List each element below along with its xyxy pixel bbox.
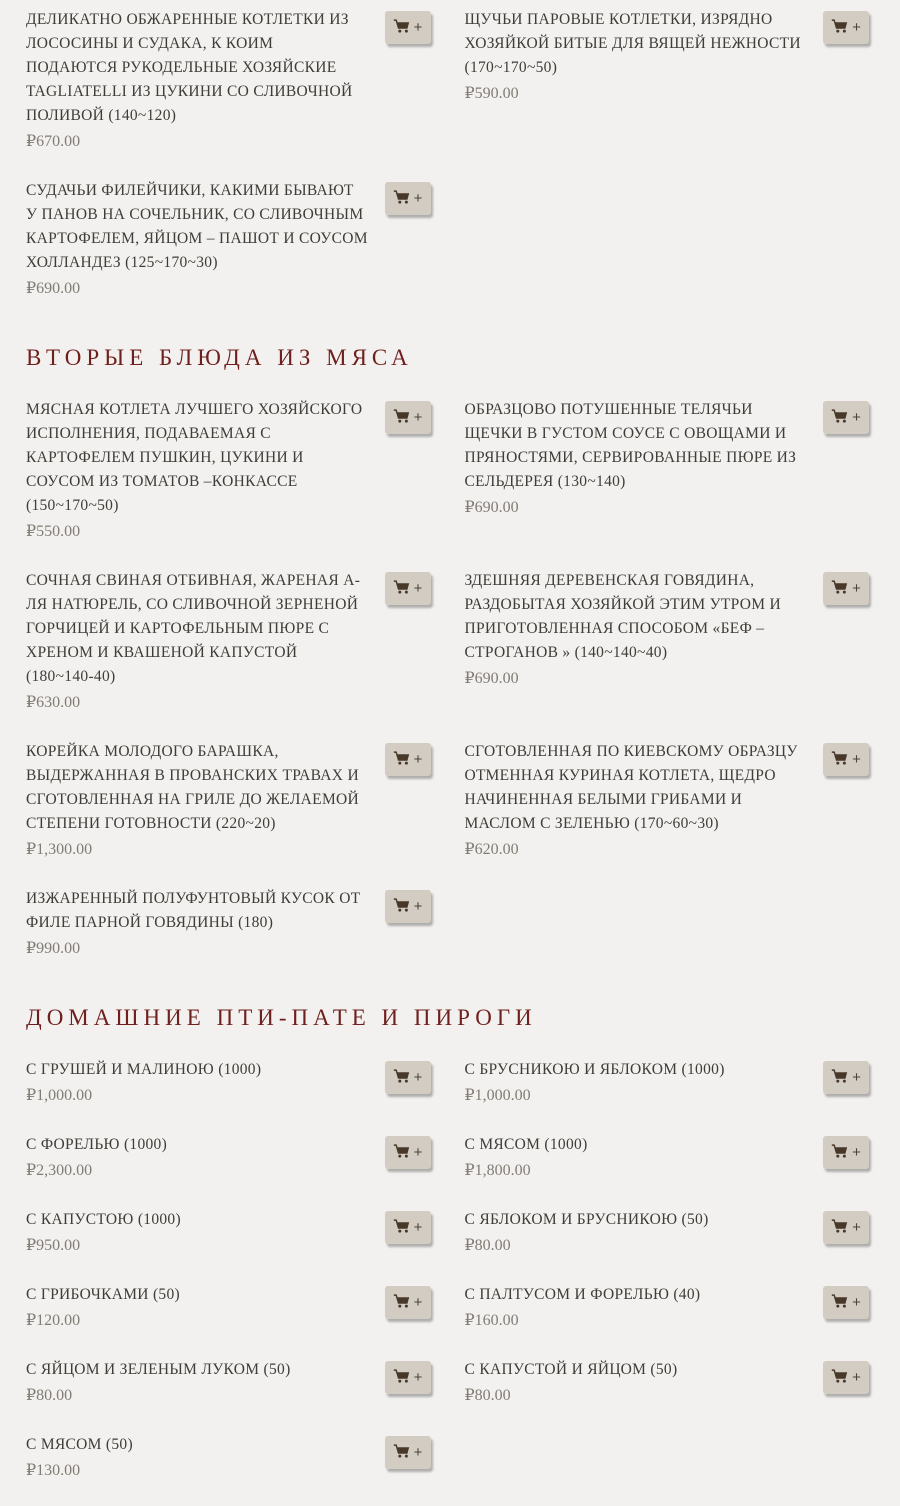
menu-item [26,1058,431,1107]
item-title: С ГРУШЕЙ И МАЛИНОЮ (1000) [26,1061,262,1078]
add-to-cart-button[interactable] [823,11,869,44]
cart-icon [393,19,410,37]
add-to-cart-button[interactable] [385,890,431,923]
menu-item [26,8,431,153]
menu-item [26,1433,431,1482]
add-button-plus: + [852,1069,861,1086]
cart-icon [393,1369,410,1387]
cart-icon [831,1294,848,1312]
section-heading: ДОМАШНИЕ ПТИ-ПАТЕ И ПИРОГИ [26,1005,537,1030]
add-to-cart-button[interactable] [823,572,869,605]
add-to-cart-button[interactable] [385,182,431,215]
item-text [26,569,385,714]
item-text [465,398,824,519]
item-price: ₽590.00 [464,85,519,102]
item-title: С ЯЙЦОМ И ЗЕЛЕНЫМ ЛУКОМ (50) [26,1361,291,1378]
add-to-cart-button[interactable] [823,1136,869,1169]
add-button-plus: + [852,580,861,597]
add-button-plus: + [852,1294,861,1311]
item-price: ₽690.00 [464,499,519,516]
item-title: СУДАЧЬИ ФИЛЕЙЧИКИ, КАКИМИ БЫВАЮТ У ПАНОВ НА СОЧЕЛЬНИК, СО СЛИВОЧНЫМ КАРТОФЕЛЕМ, ЯЙЦОМ – ПАШОТ И СОУСОМ ХОЛЛАНДЕЗ (125~170~30) [26,182,368,271]
cart-icon [831,751,848,769]
cart-icon [393,898,410,916]
item-title: ЗДЕШНЯЯ ДЕРЕВЕНСКАЯ ГОВЯДИНА, РАЗДОБЫТАЯ ХОЗЯЙКОЙ ЭТИМ УТРОМ И ПРИГОТОВЛЕННАЯ СПОСОБОМ «БЕФ –СТРОГАНОВ » (140~140~40) [464,572,782,661]
item-price: ₽80.00 [26,1387,73,1404]
item-title: С ГРИБОЧКАМИ (50) [26,1286,180,1303]
item-price: ₽120.00 [26,1312,81,1329]
item-text [465,740,824,861]
item-title: ИЗЖАРЕННЫЙ ПОЛУФУНТОВЫЙ КУСОК ОТ ФИЛЕ ПАРНОЙ ГОВЯДИНЫ (180) [26,890,361,931]
item-text [26,1433,385,1482]
add-to-cart-button[interactable] [385,572,431,605]
cart-icon [831,19,848,37]
cart-icon [831,1069,848,1087]
cart-icon [393,409,410,427]
add-to-cart-button[interactable] [385,401,431,434]
add-to-cart-button[interactable] [385,743,431,776]
add-button-plus: + [413,1144,423,1161]
item-text [465,569,824,690]
item-title: С КАПУСТОЙ И ЯЙЦОМ (50) [464,1361,678,1378]
item-title: МЯСНАЯ КОТЛЕТА ЛУЧШЕГО ХОЗЯЙСКОГО ИСПОЛНЕНИЯ, ПОДАВАЕМАЯ С КАРТОФЕЛЕМ ПУШКИН, ЦУКИНИ И СОУСОМ ИЗ ТОМАТОВ –КОНКАССЕ (150~170~50) [26,401,363,514]
add-to-cart-button[interactable] [823,743,869,776]
item-text [26,179,385,300]
cart-icon [393,1444,410,1462]
item-text [26,398,385,543]
add-button-plus: + [413,1219,423,1236]
item-text [26,740,385,861]
item-price: ₽690.00 [26,280,81,297]
item-title: С ЯБЛОКОМ И БРУСНИКОЮ (50) [464,1211,709,1228]
item-title: ДЕЛИКАТНО ОБЖАРЕННЫЕ КОТЛЕТКИ ИЗ ЛОСОСИНЫ И СУДАКА, К КОИМ ПОДАЮТСЯ РУКОДЕЛЬНЫЕ ХОЗЯЙСКИЕ TAGLIATELLI ИЗ ЦУКИНИ СО СЛИВОЧНОЙ ПОЛИВОЙ (140~120) [26,11,353,124]
item-price: ₽1,300.00 [26,841,93,858]
item-title: СГОТОВЛЕННАЯ ПО КИЕВСКОМУ ОБРАЗЦУ ОТМЕННАЯ КУРИНАЯ КОТЛЕТА, ЩЕДРО НАЧИНЕННАЯ БЕЛЫМИ ГРИБАМИ И МАСЛОМ С ЗЕЛЕНЬЮ (170~60~30) [464,743,798,832]
add-to-cart-button[interactable] [823,1061,869,1094]
menu-item [465,569,870,690]
item-price: ₽950.00 [26,1237,81,1254]
cart-icon [393,1219,410,1237]
add-to-cart-button[interactable] [823,1211,869,1244]
menu-section [26,345,869,960]
item-price: ₽1,800.00 [464,1162,531,1179]
section-items [26,8,869,300]
add-button-plus: + [852,1369,861,1386]
item-price: ₽130.00 [26,1462,81,1479]
item-title: С МЯСОМ (50) [26,1436,133,1453]
add-button-plus: + [413,19,423,36]
add-button-plus: + [413,751,423,768]
item-title: С БРУСНИКОЮ И ЯБЛОКОМ (1000) [464,1061,725,1078]
item-price: ₽990.00 [26,940,81,957]
add-to-cart-button[interactable] [823,401,869,434]
menu-item [26,179,431,300]
menu-item [26,1133,431,1182]
add-to-cart-button[interactable] [385,11,431,44]
cart-icon [831,1219,848,1237]
item-title: КОРЕЙКА МОЛОДОГО БАРАШКА, ВЫДЕРЖАННАЯ В ПРОВАНСКИХ ТРАВАХ И СГОТОВЛЕННАЯ НА ГРИЛЕ ДО ЖЕЛАЕМОЙ СТЕПЕНИ ГОТОВНОСТИ (220~20) [26,743,360,832]
menu-item [26,398,431,543]
item-text [26,1058,385,1107]
cart-icon [831,1144,848,1162]
menu-item [26,1283,431,1332]
add-button-plus: + [413,1069,423,1086]
menu-item [26,887,431,960]
menu-section [26,8,869,300]
cart-icon [831,580,848,598]
item-title: С МЯСОМ (1000) [464,1136,588,1153]
add-button-plus: + [852,409,861,426]
add-to-cart-button[interactable] [385,1286,431,1319]
add-button-plus: + [852,1144,861,1161]
section-items [26,1058,869,1482]
section-heading: ВТОРЫЕ БЛЮДА ИЗ МЯСА [26,345,413,370]
menu-item [26,569,431,714]
add-button-plus: + [852,19,861,36]
menu-item [465,1133,870,1182]
menu-item [465,740,870,861]
item-title: С ФОРЕЛЬЮ (1000) [26,1136,168,1153]
add-button-plus: + [413,1369,423,1386]
menu-item [26,740,431,861]
cart-icon [393,1294,410,1312]
item-price: ₽2,300.00 [26,1162,93,1179]
item-text [26,1133,385,1182]
add-to-cart-button[interactable] [385,1436,431,1469]
add-button-plus: + [413,409,423,426]
item-title: СОЧНАЯ СВИНАЯ ОТБИВНАЯ, ЖАРЕНАЯ А-ЛЯ НАТЮРЕЛЬ, СО СЛИВОЧНОЙ ЗЕРНЕНОЙ ГОРЧИЦЕЙ И КАРТОФЕЛЬНЫМ ПЮРЕ С ХРЕНОМ И КВАШЕНОЙ КАПУСТОЙ (180~140-40) [26,572,361,685]
menu-item [465,1283,870,1332]
add-button-plus: + [413,1444,423,1461]
menu-item [465,1358,870,1407]
cart-icon [393,190,410,208]
item-title: С ПАЛТУСОМ И ФОРЕЛЬЮ (40) [464,1286,701,1303]
item-text [26,8,385,153]
item-price: ₽670.00 [26,133,81,150]
item-title: ОБРАЗЦОВО ПОТУШЕННЫЕ ТЕЛЯЧЬИ ЩЕЧКИ В ГУСТОМ СОУСЕ С ОВОЩАМИ И ПРЯНОСТЯМИ, СЕРВИРОВАННЫЕ ПЮРЕ ИЗ СЕЛЬДЕРЕЯ (130~140) [464,401,797,490]
item-text [465,1208,824,1257]
add-button-plus: + [852,1219,861,1236]
cart-icon [393,580,410,598]
item-text [465,1358,824,1407]
section-items [26,398,869,960]
item-text [26,1283,385,1332]
menu-item [26,1358,431,1407]
item-text [26,887,385,960]
item-title: С КАПУСТОЮ (1000) [26,1211,181,1228]
cart-icon [831,1369,848,1387]
item-price: ₽620.00 [464,841,519,858]
item-price: ₽550.00 [26,523,81,540]
menu-item [465,1058,870,1107]
item-text [465,1283,824,1332]
add-to-cart-button[interactable] [385,1211,431,1244]
cart-icon [393,751,410,769]
add-button-plus: + [413,1294,423,1311]
add-to-cart-button[interactable] [385,1136,431,1169]
item-text [465,8,824,105]
item-price: ₽80.00 [464,1387,511,1404]
menu-item [26,1208,431,1257]
item-price: ₽1,000.00 [26,1087,93,1104]
menu-item [465,398,870,519]
cart-icon [393,1144,410,1162]
cart-icon [393,1069,410,1087]
menu-sections [26,8,869,1482]
add-to-cart-button[interactable] [385,1361,431,1394]
item-price: ₽160.00 [464,1312,519,1329]
menu-section [26,1005,869,1482]
add-button-plus: + [413,190,423,207]
item-text [26,1208,385,1257]
item-text [465,1133,824,1182]
add-to-cart-button[interactable] [823,1361,869,1394]
add-button-plus: + [852,751,861,768]
add-to-cart-button[interactable] [823,1286,869,1319]
add-to-cart-button[interactable] [385,1061,431,1094]
item-price: ₽80.00 [464,1237,511,1254]
add-button-plus: + [413,898,423,915]
item-text [26,1358,385,1407]
item-title: ЩУЧЬИ ПАРОВЫЕ КОТЛЕТКИ, ИЗРЯДНО ХОЗЯЙКОЙ БИТЫЕ ДЛЯ ВЯЩЕЙ НЕЖНОСТИ (170~170~50) [464,11,801,76]
menu-item [465,8,870,105]
item-text [465,1058,824,1107]
cart-icon [831,409,848,427]
item-price: ₽1,000.00 [464,1087,531,1104]
menu-item [465,1208,870,1257]
add-button-plus: + [413,580,423,597]
item-price: ₽630.00 [26,694,81,711]
item-price: ₽690.00 [464,670,519,687]
